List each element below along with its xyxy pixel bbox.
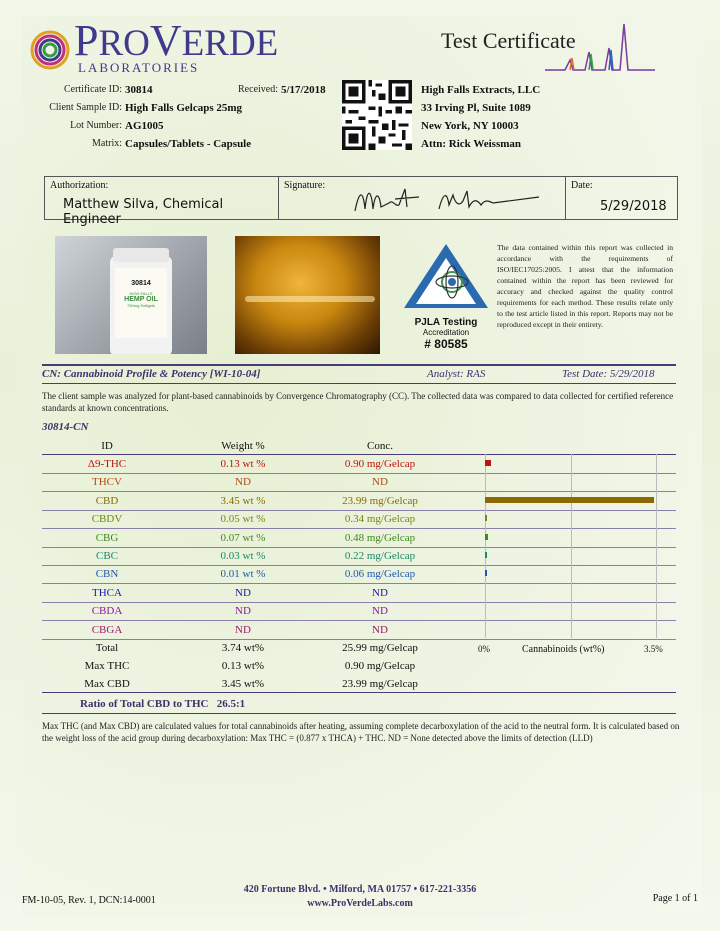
weight-percent: 0.05 wt % bbox=[220, 513, 266, 526]
client-address-1: 33 Irving Pl, Suite 1089 bbox=[421, 102, 531, 114]
authorization-cell bbox=[45, 177, 279, 227]
client-sample-id-label: Client Sample ID: bbox=[49, 102, 122, 113]
weight-percent: 0.13 wt % bbox=[220, 458, 266, 470]
client-attn: Attn: Rick Weissman bbox=[421, 138, 522, 150]
logo-rings-icon bbox=[30, 30, 70, 70]
product-bottle-photo: 30814 HIGH FALLS HEMP OIL 750mg Softgels bbox=[55, 236, 207, 354]
chart-gridline bbox=[485, 454, 486, 638]
authorization-label: Authorization: bbox=[50, 180, 109, 191]
authorization-box bbox=[44, 176, 678, 227]
weight-percent: 0.01 wt % bbox=[220, 568, 266, 581]
weight-percent: ND bbox=[235, 476, 251, 489]
summary-label: Total bbox=[95, 642, 119, 654]
summary-concentration: 0.90 mg/Gelcap bbox=[344, 660, 416, 672]
date-cell bbox=[566, 177, 677, 219]
concentration: ND bbox=[372, 476, 388, 489]
summary-weight: 3.45 wt% bbox=[221, 678, 265, 690]
summary-weight: 0.13 wt% bbox=[221, 660, 265, 672]
gelcap-closeup-photo bbox=[235, 236, 380, 354]
chart-x-label: Cannabinoids (wt%) bbox=[522, 644, 605, 655]
summary-concentration: 23.99 mg/Gelcap bbox=[342, 678, 418, 690]
pjla-subtitle: Accreditation bbox=[422, 328, 470, 337]
cannabinoid-name: Δ9-THC bbox=[87, 458, 127, 470]
lot-number: AG1005 bbox=[125, 120, 164, 132]
weight-percent: ND bbox=[235, 623, 251, 636]
decarboxylation-notes: Max THC (and Max CBD) are calculated values for total cannabinoids after heating, assuming complete decarboxylation of the acid to the neutral form. It is calculated based on the weight loss of the acid group during decarboxylation: Max THC = (0.877 x THCA) + THC. ND = None detected above the limits of detection (LLD) bbox=[42, 721, 680, 743]
client-name: High Falls Extracts, LLC bbox=[421, 84, 541, 96]
test-date: Test Date: 5/29/2018 bbox=[562, 368, 655, 380]
section-top-rule bbox=[42, 364, 676, 366]
sample-id: 30814-CN bbox=[42, 421, 89, 433]
received-date: 5/17/2018 bbox=[281, 84, 326, 96]
summary-row bbox=[42, 658, 676, 676]
weight-percent: 3.45 wt % bbox=[220, 494, 266, 507]
cannabinoid-name: CBGA bbox=[91, 623, 123, 636]
handwritten-signature bbox=[349, 181, 549, 217]
signature-label: Signature: bbox=[284, 180, 326, 191]
authorization-date: 5/29/2018 bbox=[600, 199, 667, 214]
certificate-id: 30814 bbox=[125, 84, 153, 96]
chart-bar bbox=[485, 497, 654, 503]
concentration: ND bbox=[372, 605, 388, 618]
footer-address: 420 Fortune Blvd. • Milford, MA 01757 • 617-221-3356 bbox=[243, 884, 477, 895]
date-label: Date: bbox=[571, 180, 593, 191]
weight-percent: ND bbox=[235, 605, 251, 618]
concentration: 23.99 mg/Gelcap bbox=[342, 494, 418, 507]
weight-percent: ND bbox=[235, 586, 251, 599]
concentration: 0.48 mg/Gelcap bbox=[344, 531, 416, 544]
pjla-number: # 80585 bbox=[424, 337, 468, 351]
method-description: The client sample was analyzed for plant-based cannabinoids by Convergence Chromatography (CC). The collected data was compared to data collected for certified reference standards at known concentrations. bbox=[42, 391, 674, 413]
qr-code bbox=[342, 80, 412, 150]
cannabinoid-name: CBG bbox=[95, 531, 119, 544]
summary-concentration: 25.99 mg/Gelcap bbox=[342, 642, 418, 654]
pjla-title: PJLA Testing bbox=[414, 317, 478, 328]
pjla-triangle-icon bbox=[400, 240, 492, 310]
column-header-conc: Conc. bbox=[367, 440, 393, 452]
concentration: 0.06 mg/Gelcap bbox=[344, 568, 416, 581]
accreditation-disclaimer: The data contained within this report was collected in accordance with the requirements of ISO/IEC17025:2005. I attest that the information contained within the report has been reviewed for accuracy and checked against the quality control requirements for each method. These results relate only to the test article listed in this report. Reports may not be reproduced except in their entirety. bbox=[497, 243, 673, 329]
analyst: Analyst: RAS bbox=[427, 368, 486, 380]
cannabinoid-bar-chart bbox=[485, 454, 656, 638]
chart-bar bbox=[485, 534, 488, 540]
form-id: FM-10-05, Rev. 1, DCN:14-0001 bbox=[22, 895, 156, 906]
chart-tick-max: 3.5% bbox=[644, 644, 663, 654]
summary-rule bbox=[42, 692, 676, 693]
summary-label: Max THC bbox=[84, 660, 130, 672]
concentration: ND bbox=[372, 586, 388, 599]
cannabinoid-name: CBN bbox=[95, 568, 119, 581]
lot-number-label: Lot Number: bbox=[70, 120, 122, 131]
cannabinoid-name: THCA bbox=[92, 586, 122, 599]
logo-wordmark: PROVERDE bbox=[74, 16, 279, 65]
authorizer-name: Matthew Silva, Chemical Engineer bbox=[63, 197, 224, 227]
client-address-2: New York, NY 10003 bbox=[421, 120, 519, 132]
column-header-weight: Weight % bbox=[221, 440, 265, 452]
weight-percent: 0.07 wt % bbox=[220, 531, 266, 544]
chart-bar bbox=[485, 570, 487, 576]
cannabinoid-name: CBDV bbox=[91, 513, 123, 526]
page-title: Test Certificate bbox=[441, 28, 576, 53]
proverde-logo bbox=[30, 16, 279, 75]
concentration: 0.22 mg/Gelcap bbox=[344, 550, 416, 562]
chart-bar bbox=[485, 460, 491, 466]
matrix-label: Matrix: bbox=[92, 138, 122, 149]
chart-bar bbox=[485, 515, 487, 521]
weight-percent: 0.03 wt % bbox=[220, 550, 266, 562]
chart-gridline bbox=[656, 454, 657, 638]
pjla-accreditation-logo bbox=[400, 240, 492, 350]
section-bottom-rule bbox=[42, 383, 676, 384]
page-number: Page 1 of 1 bbox=[652, 893, 698, 904]
cannabinoid-name: CBDA bbox=[91, 605, 123, 618]
matrix: Capsules/Tablets - Capsule bbox=[125, 138, 252, 150]
concentration: 0.90 mg/Gelcap bbox=[344, 458, 416, 470]
ratio-rule bbox=[42, 713, 676, 714]
column-header-id: ID bbox=[101, 440, 113, 452]
section-title: CN: Cannabinoid Profile & Potency [WI-10-04] bbox=[42, 368, 261, 380]
logo-subtitle: LABORATORIES bbox=[78, 60, 200, 75]
summary-weight: 3.74 wt% bbox=[221, 642, 265, 654]
chart-tick-min: 0% bbox=[478, 644, 490, 654]
chart-gridline bbox=[571, 454, 572, 638]
cannabinoid-name: THCV bbox=[92, 476, 122, 489]
cannabinoid-name: CBD bbox=[95, 494, 119, 507]
concentration: ND bbox=[372, 623, 388, 636]
summary-row bbox=[42, 640, 676, 658]
cannabinoid-name: CBC bbox=[95, 550, 118, 562]
summary-label: Max CBD bbox=[84, 678, 130, 690]
concentration: 0.34 mg/Gelcap bbox=[344, 513, 416, 526]
chromatogram-icon bbox=[545, 22, 675, 72]
certificate-id-label: Certificate ID: bbox=[63, 84, 122, 95]
signature-cell bbox=[279, 177, 566, 219]
received-label: Received: bbox=[238, 84, 278, 95]
chart-bar bbox=[485, 552, 487, 558]
client-sample-id: High Falls Gelcaps 25mg bbox=[125, 102, 243, 114]
footer-website: www.ProVerdeLabs.com bbox=[307, 898, 413, 909]
cbd-thc-ratio: Ratio of Total CBD to THC 26.5:1 bbox=[80, 698, 246, 710]
